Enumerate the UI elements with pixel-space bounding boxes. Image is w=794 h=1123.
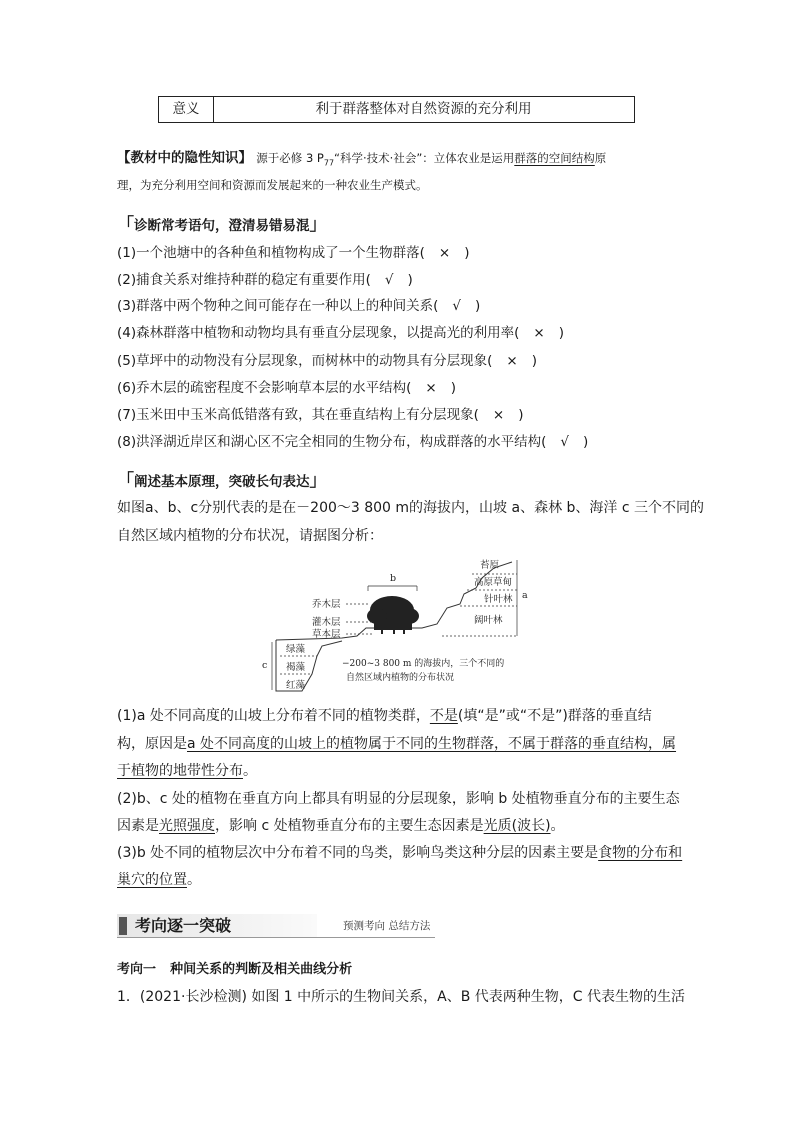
zone-label: 苔原: [480, 560, 500, 571]
hidden-knowledge-text: 源于必修 3 $P_{77}“$科学·技术·社会”：立体农业是运用群落的空间结构原: [256, 151, 607, 168]
statement-item: (6)乔木层的疏密程度不会影响草本层的水平结构( × ): [117, 380, 456, 396]
answer-2-line1: (2)b、c 处的植物在垂直方向上都具有明显的分层现象，影响 b 处植物垂直分布的主要生态: [117, 791, 680, 807]
statement-item: (5)草坪中的动物没有分层现象，而树林中的动物具有分层现象( × ): [117, 353, 537, 369]
banner-title: 考向逐一突破: [135, 916, 232, 935]
algae-label: 绿藻: [286, 644, 306, 655]
answer-1-line3: 于植物的地带性分布。: [117, 763, 257, 779]
table-cell-value: 利于群落整体对自然资源的充分利用: [315, 101, 532, 117]
banner-marker-icon: [119, 917, 127, 935]
algae-label: 褐藻: [286, 662, 306, 673]
statement-item: (3)群落中两个物种之间可能存在一种以上的种间关系( √ ): [117, 298, 481, 314]
label-a: a: [522, 590, 528, 601]
banner-subtitle: 预测考向 总结方法: [343, 920, 431, 932]
vegetation-distribution-figure: [262, 556, 532, 696]
layer-label: 灌木层: [312, 617, 341, 628]
statement-item: (4)森林群落中植物和动物均具有垂直分层现象，以提高光的利用率( × ): [117, 325, 564, 341]
label-c: c: [262, 660, 268, 671]
zone-label: 阔叶林: [474, 615, 503, 626]
section-banner: [117, 914, 437, 938]
answer-3-line1: (3)b 处不同的植物层次中分布着不同的鸟类，影响鸟类这种分层的因素主要是食物的分布和: [117, 845, 683, 861]
table-cell-label: 意义: [159, 97, 214, 122]
topic-label: 考向一: [117, 962, 157, 977]
intro-line-1: 如图a、b、c分别代表的是在－200～3 800 m的海拔内，山坡 a、森林 b、海洋 c 三个不同的: [117, 500, 705, 516]
intro-line-2: 自然区域内植物的分布状况，请据图分析：: [117, 528, 383, 544]
layer-label: 乔木层: [312, 599, 341, 610]
hidden-knowledge-line2: 理，为充分利用空间和资源而发展起来的一种农业生产模式。: [117, 178, 428, 192]
label-b: b: [390, 573, 397, 584]
distribution-diagram: [262, 556, 532, 696]
answer-3-line2: 巢穴的位置。: [117, 872, 201, 888]
significance-table-row: [158, 96, 635, 123]
layer-label: 草本层: [312, 629, 341, 640]
statement-item: (2)捕食关系对维持种群的稳定有重要作用( √ ): [117, 272, 413, 288]
statement-item: (8)洪泽湖近岸区和湖心区不完全相同的生物分布，构成群落的水平结构( √ ): [117, 434, 589, 450]
figure-caption-line2: 自然区域内植物的分布状况: [346, 673, 455, 683]
answer-1-line1: (1)a 处不同高度的山坡上分布着不同的植物类群，不是(填“是”或“不是”)群落的垂直结: [117, 708, 652, 724]
statement-item: (1)一个池塘中的各种鱼和植物构成了一个生物群落( × ): [117, 245, 470, 261]
topic-heading: [117, 958, 352, 982]
section-heading-diagnose: 「诊断常考语句，澄清易错易混」: [117, 215, 327, 235]
zone-label: 高原草甸: [474, 577, 513, 588]
section-heading-explain: 「阐述基本原理，突破长句表达」: [117, 471, 327, 491]
statement-item: (7)玉米田中玉米高低错落有致，其在垂直结构上有分层现象( × ): [117, 407, 524, 423]
answer-1-line2: 构，原因是a 处不同高度的山坡上的植物属于不同的生物群落，不属于群落的垂直结构，属: [117, 736, 677, 752]
figure-caption-line1: −200~3 800 m 的海拔内，三个不同的: [342, 659, 505, 669]
topic-title: 种间关系的判断及相关曲线分析: [170, 962, 353, 977]
question-1: 1．(2021·长沙检测) 如图 1 中所示的生物间关系，A、B 代表两种生物，C 代表生物的生活: [117, 989, 686, 1005]
hidden-knowledge-label: 【教材中的隐性知识】: [117, 150, 252, 166]
answer-2-line2: 因素是光照强度，影响 c 处植物垂直分布的主要生态因素是光质(波长)。: [117, 818, 565, 834]
algae-label: 红藻: [286, 680, 306, 691]
zone-label: 针叶林: [484, 594, 513, 605]
